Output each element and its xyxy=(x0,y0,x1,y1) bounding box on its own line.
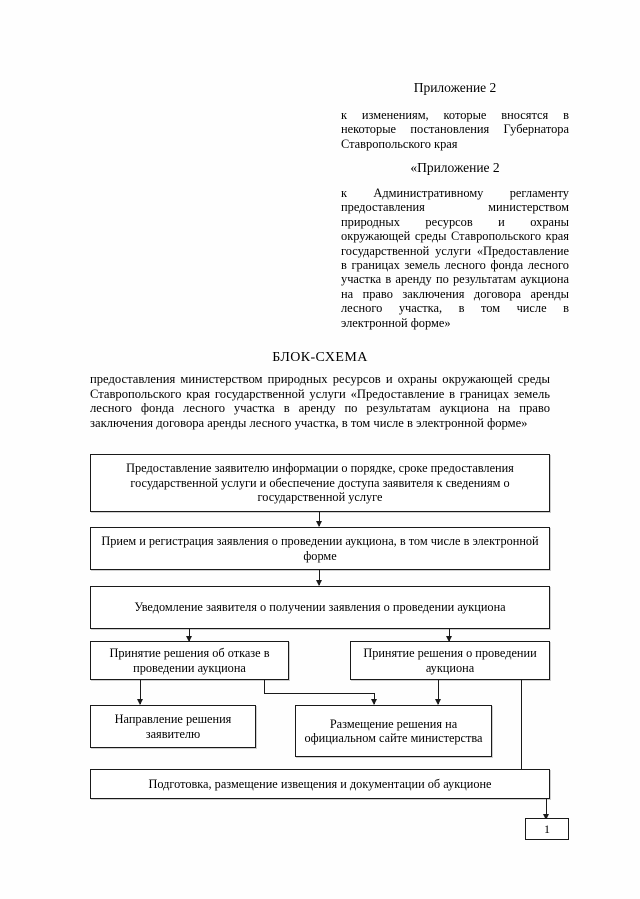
flowchart-node-auction-decision: Принятие решения о проведении аукциона xyxy=(350,641,550,680)
flowchart-node-publish-decision: Размещение решения на официальном сайте министерства xyxy=(295,705,492,757)
connector-refusal-elbow-down xyxy=(264,680,265,694)
scheme-subtitle: предоставления министерством природных ресурсов и охраны окружающей среды Ставропольского края государственной услуги «Предоставление в границах земель лесного фонда лесного участка в аренду по результатам аукциона на право заключения договора аренды лесного участка, в том числе в электронной форме» xyxy=(90,372,550,431)
appendix-quoted-heading: «Приложение 2 xyxy=(410,160,500,175)
flowchart-node-refusal-decision: Принятие решения об отказе в проведении аукциона xyxy=(90,641,289,680)
appendix-heading: Приложение 2 xyxy=(413,80,497,95)
connector-refusal-elbow-across xyxy=(264,693,375,694)
flowchart-node-information: Предоставление заявителю информации о порядке, сроке предоставления государственной услуги и обеспечение доступа заявителя к сведениям о государственной услуге xyxy=(90,454,550,512)
flowchart-node-registration: Прием и регистрация заявления о проведении аукциона, в том числе в электронной форме xyxy=(90,527,550,570)
appendix-intro-paragraph: к изменениям, которые вносятся в некоторые постановления Губернатора Ставропольского края xyxy=(341,108,569,151)
page-number-marker: 1 xyxy=(525,818,569,840)
flowchart-node-preparation: Подготовка, размещение извещения и документации об аукционе xyxy=(90,769,550,799)
flowchart-node-notification: Уведомление заявителя о получении заявления о проведении аукциона xyxy=(90,586,550,629)
flowchart-node-send-decision: Направление решения заявителю xyxy=(90,705,256,748)
scheme-title: БЛОК-СХЕМА xyxy=(272,350,368,365)
appendix-reference-paragraph: к Административному регламенту предоставления министерством природных ресурсов и охраны окружающей среды Ставропольского края государственной услуги «Предоставление в границах земель лесного фонда лесного участка в аренду по результатам аукциона на право заключения договора аренды лесного участка, в том числе в электронной форме» xyxy=(341,186,569,330)
connector-auction-to-preparation xyxy=(521,680,522,777)
